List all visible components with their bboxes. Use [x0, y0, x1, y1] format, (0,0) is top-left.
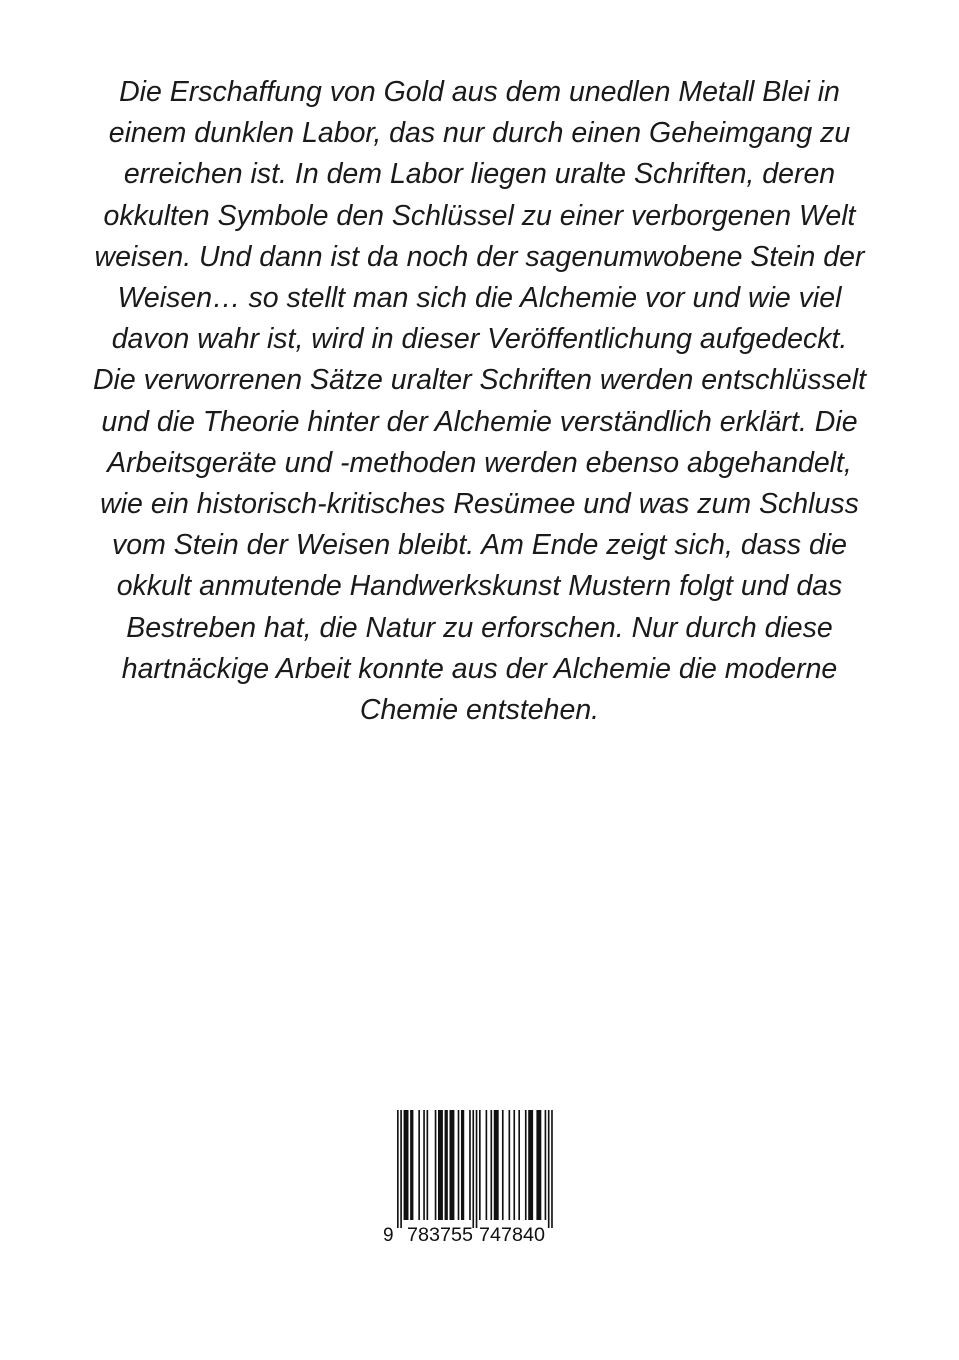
barcode-bar	[502, 1110, 504, 1220]
blurb-line: okkult anmutende Handwerkskunst Mustern folgt und das	[116, 570, 843, 603]
barcode-bar	[479, 1110, 481, 1220]
blurb-line: Arbeitsgeräte und -methoden werden ebenso abgehandelt,	[107, 446, 852, 479]
barcode-bar	[461, 1110, 464, 1220]
blurb-line: hartnäckige Arbeit konnte aus der Alchemie die moderne	[121, 652, 838, 685]
barcode-bar	[528, 1110, 533, 1220]
blurb-line: Weisen… so stellt man sich die Alchemie vor und wie viel	[117, 282, 842, 315]
barcode-bar	[548, 1110, 550, 1228]
blurb-line: okkulten Symbole den Schlüssel zu einer verborgenen Welt	[103, 199, 856, 232]
barcode-graphic	[379, 1108, 559, 1248]
blurb-line: vom Stein der Weisen bleibt. Am Ende zeigt sich, dass die	[111, 529, 848, 562]
barcode-bar	[400, 1110, 402, 1228]
barcode-bar	[427, 1110, 429, 1220]
blurb-line: wie ein historisch-kritisches Resümee und was zum Schluss	[100, 488, 859, 521]
barcode-bar	[551, 1110, 553, 1228]
barcode-bar	[472, 1110, 474, 1228]
barcode-bar	[404, 1110, 409, 1220]
barcode-bar	[449, 1110, 454, 1220]
blurb-line: Die verworrenen Sätze uralter Schriften werden entschlüsselt	[92, 364, 867, 397]
barcode-bar	[486, 1110, 488, 1220]
barcode-bar	[509, 1110, 511, 1220]
barcode-bar	[397, 1110, 399, 1228]
barcode-bar	[518, 1110, 520, 1220]
barcode-bar	[410, 1110, 413, 1220]
blurb-line: weisen. Und dann ist da noch der sagenumwobene Stein der	[94, 240, 865, 273]
blurb-line: und die Theorie hinter der Alchemie verständlich erklärt. Die	[101, 405, 858, 438]
blurb-line: Die Erschaffung von Gold aus dem unedlen Metall Blei in	[119, 76, 840, 108]
barcode-bar	[469, 1110, 471, 1220]
barcode-bar	[525, 1110, 527, 1220]
barcode-bar	[418, 1110, 420, 1220]
blurb-line: davon wahr ist, wird in dieser Veröffentlichung aufgedeckt.	[111, 323, 848, 356]
barcode-bar	[494, 1110, 499, 1220]
barcode-bar	[490, 1110, 492, 1220]
barcode-bar	[545, 1110, 547, 1220]
isbn-barcode	[379, 1108, 559, 1248]
barcode-first-digit: 9	[383, 1225, 394, 1246]
blurb-line: einem dunklen Labor, das nur durch einen Geheimgang zu	[108, 117, 851, 150]
barcode-bar	[536, 1110, 541, 1220]
blurb-line: Chemie entstehen.	[359, 694, 600, 727]
barcode-left-digits: 783755	[407, 1225, 473, 1246]
barcode-bar	[435, 1110, 437, 1220]
barcode-bar	[438, 1110, 443, 1220]
blurb-text	[55, 72, 904, 731]
barcode-bar	[513, 1110, 515, 1220]
barcode-bar	[423, 1110, 425, 1220]
blurb-line: erreichen ist. In dem Labor liegen uralte Schriften, deren	[123, 158, 836, 191]
barcode-bar	[476, 1110, 478, 1228]
barcode-right-digits: 747840	[479, 1225, 545, 1246]
barcode-bar	[445, 1110, 448, 1220]
blurb-line: Bestreben hat, die Natur zu erforschen. Nur durch diese	[126, 611, 833, 644]
barcode-bar	[458, 1110, 460, 1220]
